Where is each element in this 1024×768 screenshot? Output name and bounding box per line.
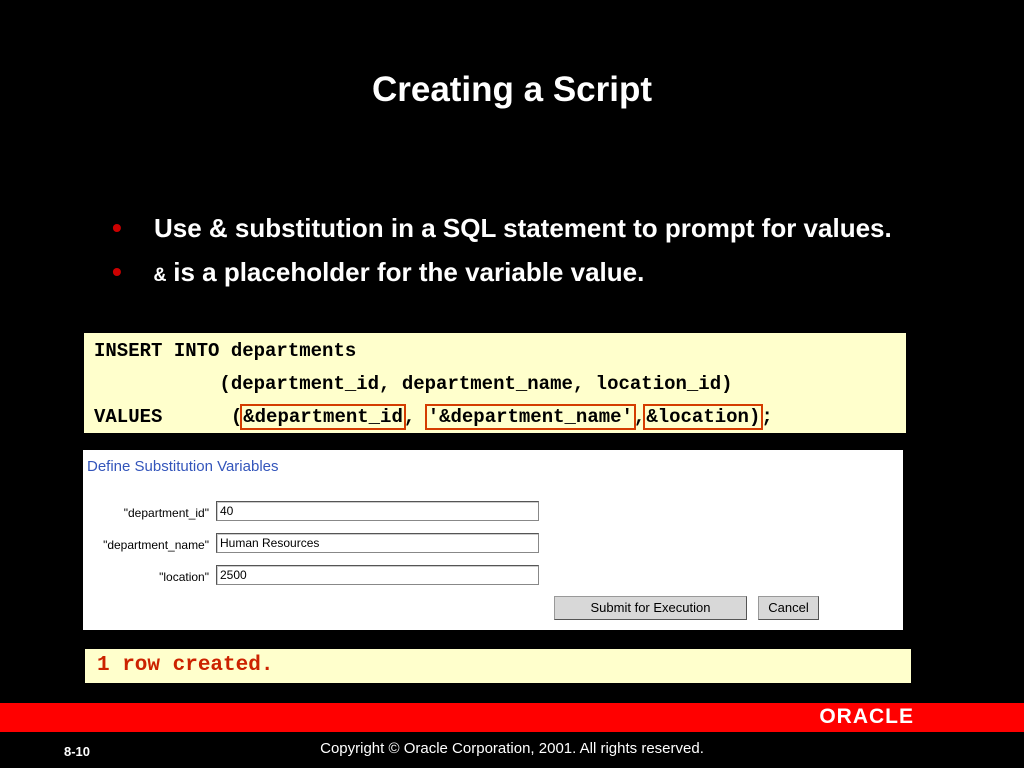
copyright-text: Copyright © Oracle Corporation, 2001. All rights reserved. (320, 740, 704, 757)
code-separator: , (633, 406, 646, 428)
code-line-3 (94, 403, 773, 431)
location-label: "location" (159, 570, 209, 584)
bullet-text: Use & substitution in a SQL statement to prompt for values. (154, 213, 892, 243)
cancel-button[interactable]: Cancel (758, 596, 819, 620)
department-name-label: "department_name" (103, 538, 209, 552)
result-message: 1 row created. (97, 654, 274, 677)
location-variable: &location) (646, 406, 761, 428)
code-separator: , (403, 406, 427, 428)
department-id-variable: &department_id (243, 406, 403, 428)
sql-code-box (84, 333, 906, 433)
bullet-text: is a placeholder for the variable value. (166, 257, 645, 287)
result-box (85, 649, 911, 683)
form-heading: Define Substitution Variables (87, 458, 279, 475)
department-name-input[interactable] (216, 533, 539, 553)
submit-button[interactable]: Submit for Execution (554, 596, 747, 620)
ampersand-code: & (154, 265, 167, 288)
location-input[interactable] (216, 565, 539, 585)
department-id-input[interactable] (216, 501, 539, 521)
bullet-item (112, 210, 912, 246)
bullet-icon: • (112, 212, 122, 243)
code-line-2: (department_id, department_name, location_id) (94, 373, 733, 395)
values-keyword: VALUES ( (94, 406, 243, 428)
department-name-variable: '&department_name' (427, 406, 633, 428)
substitution-form (83, 450, 903, 630)
bullet-list (112, 210, 912, 303)
page-number: 8-10 (64, 744, 91, 759)
bullet-icon: • (112, 256, 122, 287)
oracle-logo: ORACLE (819, 705, 914, 728)
department-id-label: "department_id" (123, 506, 209, 520)
code-line-1: INSERT INTO departments (94, 340, 357, 362)
slide-title: Creating a Script (371, 70, 653, 109)
bullet-item (112, 254, 912, 295)
code-terminator: ; (761, 406, 773, 428)
